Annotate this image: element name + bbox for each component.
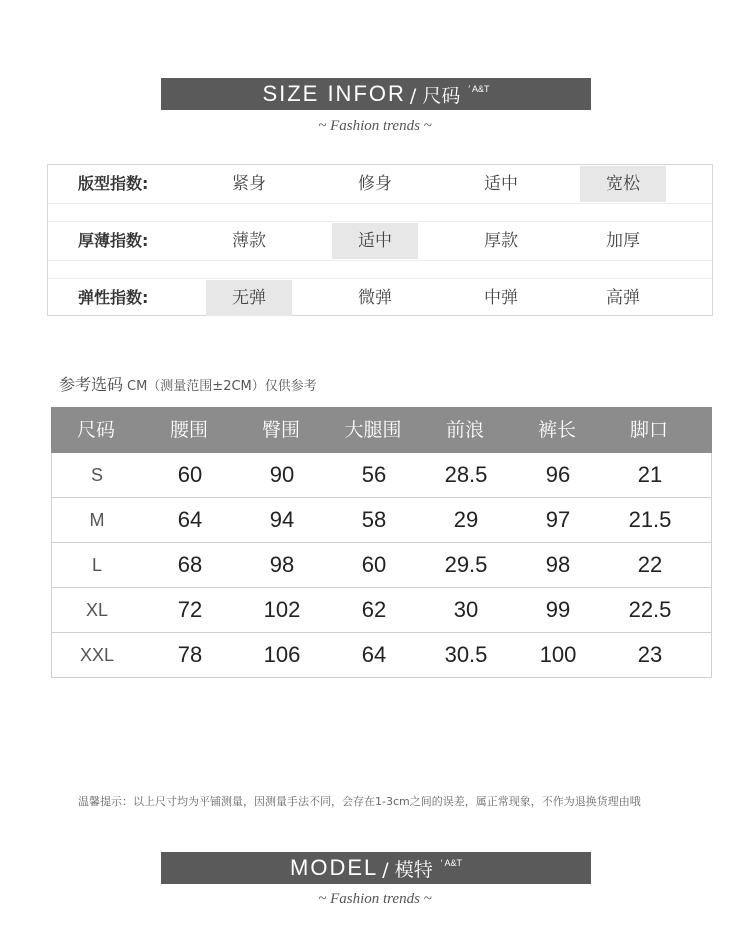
table-cell: 100 (539, 642, 577, 667)
fit-option: 适中 (484, 174, 518, 194)
fit-option: 紧身 (232, 174, 266, 194)
table-cell: 58 (361, 507, 387, 532)
model-cn-title: / 模特 (382, 858, 433, 881)
column-header: 臀围 (261, 419, 300, 441)
table-cell: 64 (177, 507, 203, 532)
fit-row-thickness (48, 223, 712, 259)
size-info-subtitle: ~ Fashion trends ~ (318, 118, 432, 134)
column-header: 尺码 (76, 419, 115, 441)
column-header: 前浪 (445, 419, 484, 441)
table-cell: 28.5 (444, 462, 488, 487)
fit-index-panel (47, 164, 713, 316)
table-cell: 62 (361, 597, 387, 622)
fit-option: 微弹 (358, 288, 392, 308)
column-header: 大腿围 (344, 419, 402, 441)
table-cell: S (90, 465, 103, 485)
table-cell: 98 (269, 552, 295, 577)
table-cell: 22 (637, 552, 663, 577)
divider (48, 278, 712, 279)
model-subtitle: ~ Fashion trends ~ (318, 891, 432, 907)
table-cell: 72 (177, 597, 203, 622)
table-cell: 97 (545, 507, 571, 532)
divider (48, 260, 712, 261)
fit-option: 厚款 (484, 231, 518, 251)
table-cell: 94 (269, 507, 295, 532)
table-cell: 68 (177, 552, 203, 577)
size-reference-title (59, 372, 317, 395)
table-cell: 60 (361, 552, 387, 577)
table-cell: L (91, 555, 102, 575)
size-table (51, 407, 712, 678)
column-header: 裤长 (537, 419, 576, 441)
table-cell: 21 (637, 462, 663, 487)
fit-option: 高弹 (606, 288, 640, 308)
table-cell: 78 (177, 642, 203, 667)
table-cell: 29 (453, 507, 479, 532)
table-row (51, 633, 712, 678)
fit-option-selected: 适中 (332, 223, 418, 259)
table-cell: 99 (545, 597, 571, 622)
column-header: 脚口 (629, 419, 668, 441)
fit-option-selected: 宽松 (580, 166, 666, 202)
model-banner (161, 852, 591, 884)
table-cell: 56 (361, 462, 387, 487)
reference-label: 参考选码 (59, 375, 124, 394)
fit-option: 修身 (358, 174, 392, 194)
table-cell: 96 (545, 462, 571, 487)
brand-mark: ′ A&T (468, 84, 490, 94)
table-row (51, 588, 712, 633)
size-info-title: SIZE INFOR (262, 81, 406, 106)
table-cell: 90 (269, 462, 295, 487)
table-header (51, 407, 712, 453)
table-cell: 30.5 (444, 642, 488, 667)
table-cell: 64 (361, 642, 387, 667)
fit-row-elasticity (48, 280, 712, 316)
column-header: 腰围 (169, 419, 208, 441)
table-cell: M (89, 510, 105, 530)
fit-row-style (48, 166, 712, 202)
table-cell: XL (85, 600, 109, 620)
measurement-tip: 温馨提示：以上尺寸均为平铺测量，因测量手法不同，会存在1-3cm之间的误差，属正常现象，不作为退换货理由哦 (78, 795, 641, 808)
fit-option: 中弹 (484, 288, 518, 308)
table-cell: 98 (545, 552, 571, 577)
table-row (51, 498, 712, 543)
table-cell: 23 (637, 642, 663, 667)
table-cell: 21.5 (628, 507, 672, 532)
table-cell: 22.5 (628, 597, 672, 622)
fit-row-label: 厚薄指数: (78, 231, 149, 250)
fit-row-label: 弹性指数: (78, 288, 149, 307)
table-cell: 60 (177, 462, 203, 487)
table-cell: XXL (79, 645, 115, 665)
brand-mark: ′ A&T (440, 858, 462, 868)
table-cell: 30 (453, 597, 479, 622)
table-cell: 102 (263, 597, 301, 622)
reference-note: CM（测量范围±2CM）仅供参考 (127, 379, 317, 394)
fit-option: 薄款 (232, 231, 266, 251)
table-cell: 106 (263, 642, 301, 667)
fit-row-label: 版型指数: (78, 174, 149, 193)
table-row (51, 543, 712, 588)
divider (48, 221, 712, 222)
fit-option-selected: 无弹 (206, 280, 292, 316)
size-info-banner (161, 78, 591, 110)
model-title: MODEL (290, 855, 379, 880)
table-row (51, 453, 712, 498)
fit-option: 加厚 (606, 231, 640, 251)
table-cell: 29.5 (444, 552, 488, 577)
size-info-cn-title: / 尺码 (409, 84, 461, 107)
divider (48, 203, 712, 204)
